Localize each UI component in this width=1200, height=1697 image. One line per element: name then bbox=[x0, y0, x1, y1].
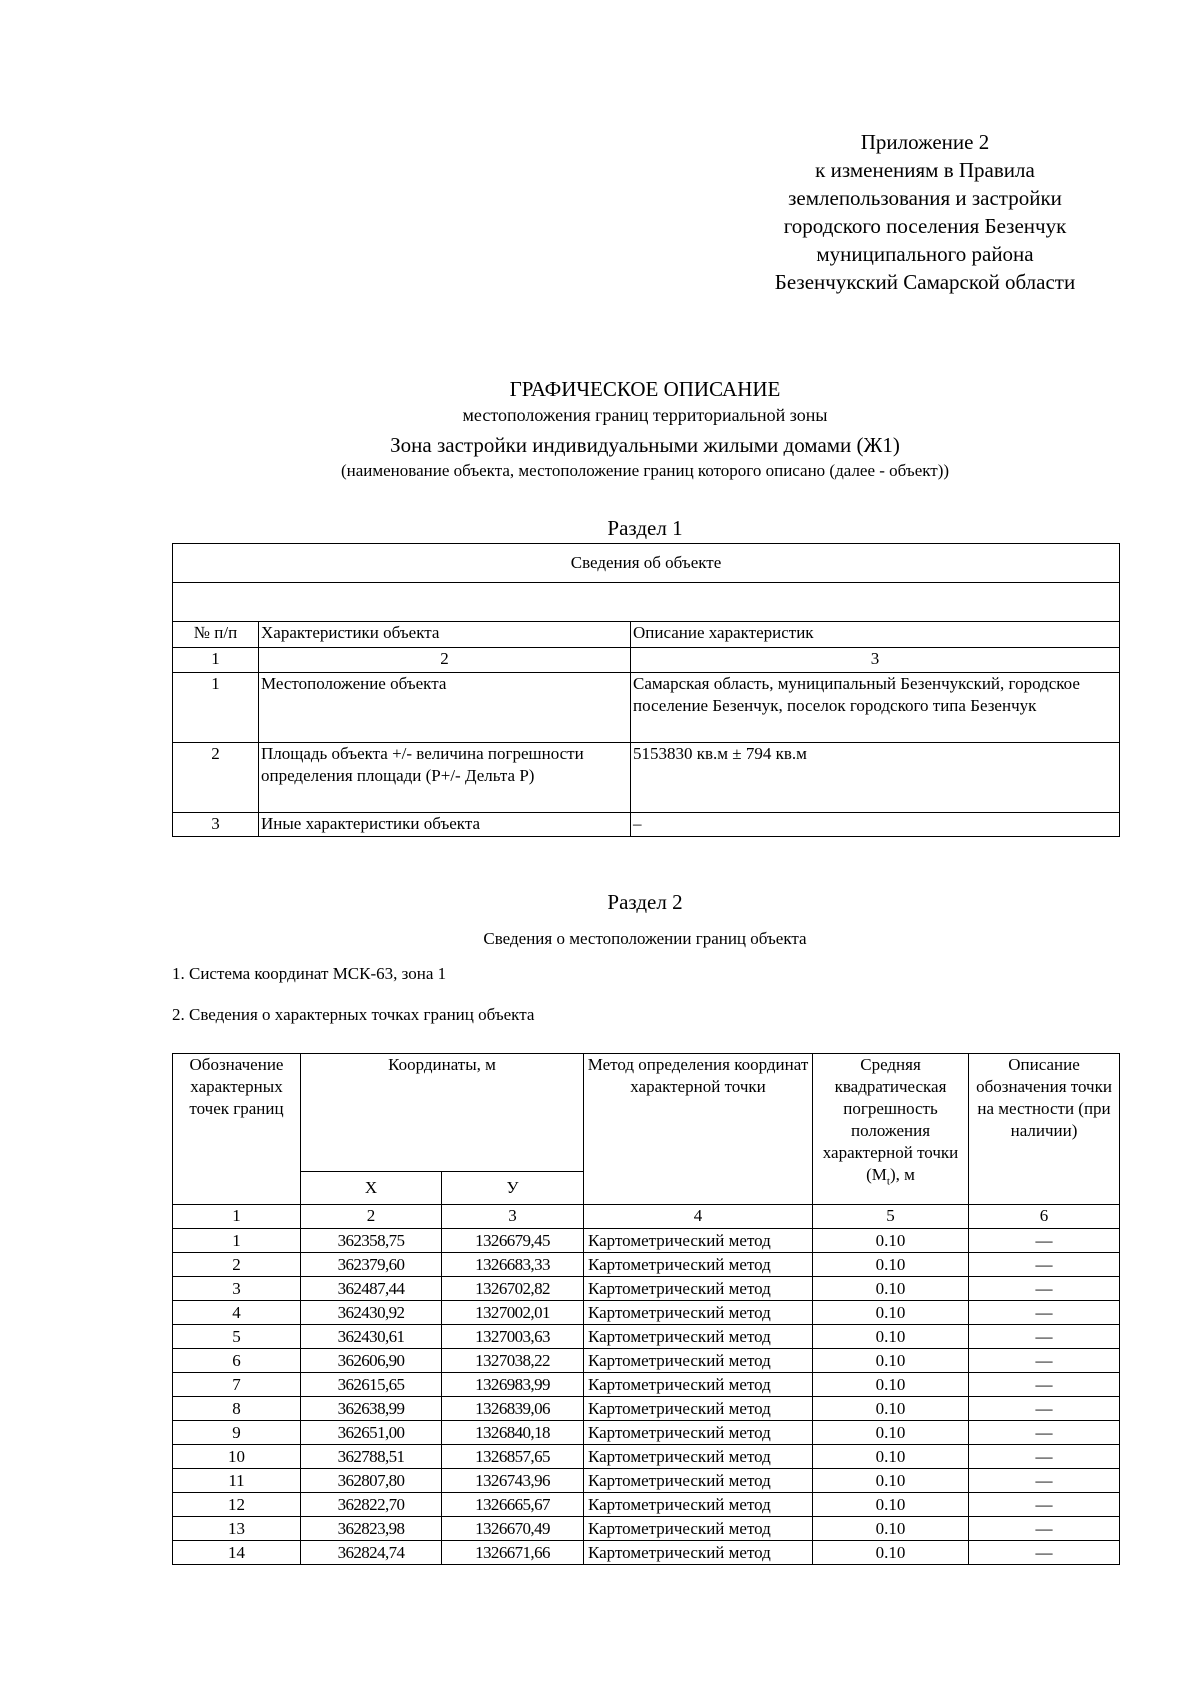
method: Картометрический метод bbox=[584, 1517, 813, 1541]
column-number: 1 bbox=[173, 1205, 301, 1229]
method: Картометрический метод bbox=[584, 1277, 813, 1301]
point-description: — bbox=[969, 1349, 1120, 1373]
section-2-title: Раздел 2 bbox=[607, 890, 683, 914]
point-id: 11 bbox=[173, 1469, 301, 1493]
column-number: 4 bbox=[584, 1205, 813, 1229]
object-name-note: (наименование объекта, местоположение границ которого описано (далее - объект)) bbox=[340, 461, 950, 480]
section-1-title: Раздел 1 bbox=[607, 516, 683, 540]
table-row bbox=[173, 673, 1120, 743]
header-y: У bbox=[442, 1172, 584, 1205]
header-error-sub: t bbox=[886, 1175, 890, 1188]
error-value: 0.10 bbox=[813, 1421, 969, 1445]
coord-x: 362823,98 bbox=[301, 1517, 442, 1541]
error-value: 0.10 bbox=[813, 1373, 969, 1397]
coord-y: 1327038,22 bbox=[442, 1349, 584, 1373]
document-title: ГРАФИЧЕСКОЕ ОПИСАНИЕ bbox=[509, 377, 781, 401]
coord-x: 362430,92 bbox=[301, 1301, 442, 1325]
column-number: 2 bbox=[259, 648, 631, 673]
coord-x: 362358,75 bbox=[301, 1229, 442, 1253]
point-id: 1 bbox=[173, 1229, 301, 1253]
point-id: 13 bbox=[173, 1517, 301, 1541]
coord-x: 362615,65 bbox=[301, 1373, 442, 1397]
error-value: 0.10 bbox=[813, 1469, 969, 1493]
point-description: — bbox=[969, 1469, 1120, 1493]
point-description: — bbox=[969, 1373, 1120, 1397]
coord-y: 1326679,45 bbox=[442, 1229, 584, 1253]
error-value: 0.10 bbox=[813, 1301, 969, 1325]
appendix-line: муниципального района bbox=[816, 242, 1034, 266]
coord-y: 1326702,82 bbox=[442, 1277, 584, 1301]
coord-y: 1327003,63 bbox=[442, 1325, 584, 1349]
point-id: 3 bbox=[173, 1277, 301, 1301]
column-number: 6 bbox=[969, 1205, 1120, 1229]
column-number: 3 bbox=[631, 648, 1120, 673]
point-id: 12 bbox=[173, 1493, 301, 1517]
row-number: 1 bbox=[173, 673, 259, 743]
header-error-tail: ), м bbox=[889, 1165, 915, 1184]
point-description: — bbox=[969, 1541, 1120, 1565]
coord-y: 1326665,67 bbox=[442, 1493, 584, 1517]
table-row bbox=[173, 1541, 1120, 1565]
characteristic-name: Площадь объекта +/- величина погрешности определения площади (Р+/- Дельта Р) bbox=[259, 743, 631, 813]
point-id: 5 bbox=[173, 1325, 301, 1349]
table-title: Сведения об объекте bbox=[173, 544, 1120, 583]
coord-y: 1326670,49 bbox=[442, 1517, 584, 1541]
table-row bbox=[173, 1349, 1120, 1373]
method: Картометрический метод bbox=[584, 1541, 813, 1565]
error-value: 0.10 bbox=[813, 1253, 969, 1277]
appendix-block bbox=[740, 128, 1110, 296]
method: Картометрический метод bbox=[584, 1397, 813, 1421]
table-row bbox=[173, 1445, 1120, 1469]
method: Картометрический метод bbox=[584, 1445, 813, 1469]
row-number: 3 bbox=[173, 813, 259, 837]
method: Картометрический метод bbox=[584, 1229, 813, 1253]
table-row bbox=[173, 1277, 1120, 1301]
header-description: Описание обозначения точки на местности (при наличии) bbox=[969, 1054, 1120, 1205]
appendix-line: землепользования и застройки bbox=[788, 186, 1062, 210]
table-row bbox=[173, 1325, 1120, 1349]
appendix-line: к изменениям в Правила bbox=[815, 158, 1035, 182]
point-description: — bbox=[969, 1517, 1120, 1541]
coordinate-system: 1. Система координат МСК-63, зона 1 bbox=[172, 964, 447, 983]
coord-y: 1327002,01 bbox=[442, 1301, 584, 1325]
document-subtitle: местоположения границ территориальной зоны bbox=[462, 405, 828, 425]
error-value: 0.10 bbox=[813, 1277, 969, 1301]
error-value: 0.10 bbox=[813, 1493, 969, 1517]
object-name: Зона застройки индивидуальными жилыми домами (Ж1) bbox=[390, 433, 900, 457]
error-value: 0.10 bbox=[813, 1517, 969, 1541]
coord-x: 362651,00 bbox=[301, 1421, 442, 1445]
header-error-text: Средняя квадратическая погрешность положения характерной точки (М bbox=[822, 1055, 959, 1184]
header-method: Метод определения координат характерной точки bbox=[584, 1054, 813, 1205]
coord-x: 362487,44 bbox=[301, 1277, 442, 1301]
table-row bbox=[173, 1421, 1120, 1445]
point-id: 7 bbox=[173, 1373, 301, 1397]
characteristic-desc: Самарская область, муниципальный Безенчукский, городское поселение Безенчук, поселок городского типа Безенчук bbox=[631, 673, 1120, 743]
method: Картометрический метод bbox=[584, 1301, 813, 1325]
coord-x: 362606,90 bbox=[301, 1349, 442, 1373]
characteristic-name: Иные характеристики объекта bbox=[259, 813, 631, 837]
point-description: — bbox=[969, 1445, 1120, 1469]
row-number: 2 bbox=[173, 743, 259, 813]
method: Картометрический метод bbox=[584, 1325, 813, 1349]
coord-y: 1326983,99 bbox=[442, 1373, 584, 1397]
point-description: — bbox=[969, 1421, 1120, 1445]
header-x: X bbox=[301, 1172, 442, 1205]
error-value: 0.10 bbox=[813, 1349, 969, 1373]
point-id: 10 bbox=[173, 1445, 301, 1469]
section-2-subtitle: Сведения о местоположении границ объекта bbox=[483, 929, 807, 948]
table-row bbox=[173, 1397, 1120, 1421]
appendix-line: Безенчукский Самарской области bbox=[774, 270, 1076, 294]
point-description: — bbox=[969, 1253, 1120, 1277]
point-description: — bbox=[969, 1277, 1120, 1301]
appendix-line: городского поселения Безенчук bbox=[783, 214, 1067, 238]
coord-x: 362788,51 bbox=[301, 1445, 442, 1469]
point-description: — bbox=[969, 1301, 1120, 1325]
method: Картометрический метод bbox=[584, 1469, 813, 1493]
table-row bbox=[173, 1253, 1120, 1277]
table-row bbox=[173, 1229, 1120, 1253]
point-id: 14 bbox=[173, 1541, 301, 1565]
point-description: — bbox=[969, 1397, 1120, 1421]
column-number: 2 bbox=[301, 1205, 442, 1229]
characteristic-desc: – bbox=[631, 813, 1120, 837]
error-value: 0.10 bbox=[813, 1445, 969, 1469]
point-id: 4 bbox=[173, 1301, 301, 1325]
table-row bbox=[173, 1301, 1120, 1325]
table-row bbox=[173, 1493, 1120, 1517]
empty-row bbox=[173, 583, 1120, 622]
header-point: Обозначение характерных точек границ bbox=[173, 1054, 301, 1205]
point-id: 6 bbox=[173, 1349, 301, 1373]
method: Картометрический метод bbox=[584, 1493, 813, 1517]
coord-x: 362824,74 bbox=[301, 1541, 442, 1565]
point-description: — bbox=[969, 1325, 1120, 1349]
table-row bbox=[173, 1373, 1120, 1397]
method: Картометрический метод bbox=[584, 1421, 813, 1445]
error-value: 0.10 bbox=[813, 1229, 969, 1253]
characteristic-desc: 5153830 кв.м ± 794 кв.м bbox=[631, 743, 1120, 813]
coord-x: 362430,61 bbox=[301, 1325, 442, 1349]
header-cell: Описание характеристик bbox=[631, 622, 1120, 648]
boundary-points-table bbox=[172, 1053, 1120, 1565]
table-row bbox=[173, 1469, 1120, 1493]
point-description: — bbox=[969, 1493, 1120, 1517]
coord-y: 1326840,18 bbox=[442, 1421, 584, 1445]
header-cell: № п/п bbox=[173, 622, 259, 648]
coord-x: 362379,60 bbox=[301, 1253, 442, 1277]
table-row bbox=[173, 1517, 1120, 1541]
coord-x: 362822,70 bbox=[301, 1493, 442, 1517]
coord-y: 1326671,66 bbox=[442, 1541, 584, 1565]
error-value: 0.10 bbox=[813, 1325, 969, 1349]
coord-y: 1326857,65 bbox=[442, 1445, 584, 1469]
points-intro: 2. Сведения о характерных точках границ объекта bbox=[172, 1005, 535, 1024]
coord-x: 362638,99 bbox=[301, 1397, 442, 1421]
point-id: 2 bbox=[173, 1253, 301, 1277]
method: Картометрический метод bbox=[584, 1349, 813, 1373]
coord-y: 1326839,06 bbox=[442, 1397, 584, 1421]
point-description: — bbox=[969, 1229, 1120, 1253]
table-row bbox=[173, 813, 1120, 837]
column-number: 5 bbox=[813, 1205, 969, 1229]
appendix-line: Приложение 2 bbox=[860, 130, 990, 154]
points-body bbox=[173, 1229, 1120, 1565]
point-id: 9 bbox=[173, 1421, 301, 1445]
table-row bbox=[173, 743, 1120, 813]
method: Картометрический метод bbox=[584, 1253, 813, 1277]
object-info-table bbox=[172, 543, 1120, 837]
coord-y: 1326743,96 bbox=[442, 1469, 584, 1493]
error-value: 0.10 bbox=[813, 1397, 969, 1421]
column-number: 3 bbox=[442, 1205, 584, 1229]
header-error bbox=[813, 1054, 969, 1205]
method: Картометрический метод bbox=[584, 1373, 813, 1397]
coord-x: 362807,80 bbox=[301, 1469, 442, 1493]
error-value: 0.10 bbox=[813, 1541, 969, 1565]
column-number: 1 bbox=[173, 648, 259, 673]
header-cell: Характеристики объекта bbox=[259, 622, 631, 648]
point-id: 8 bbox=[173, 1397, 301, 1421]
characteristic-name: Местоположение объекта bbox=[259, 673, 631, 743]
header-coordinates: Координаты, м bbox=[301, 1054, 584, 1172]
coord-y: 1326683,33 bbox=[442, 1253, 584, 1277]
